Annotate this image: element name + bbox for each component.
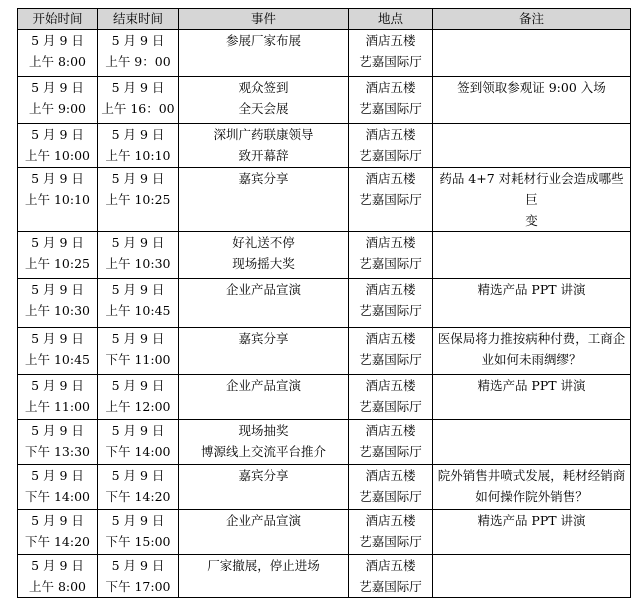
end-time-cell-text: 下午 17:00 [105,579,171,594]
start-time-cell-text: 5 月 9 日 [31,171,84,186]
schedule-row [18,77,631,124]
location-cell-text: 酒店五楼 [365,423,416,438]
location-cell-text: 酒店五楼 [365,513,416,528]
schedule-table [17,8,631,598]
start-time-cell-text: 5 月 9 日 [31,423,84,438]
location-cell [349,77,433,124]
notes-cell-text: 变 [525,213,538,228]
notes-cell-text: 业如何未雨绸缪？ [481,352,582,367]
end-time-cell-text: 5 月 9 日 [111,331,165,346]
end-time-cell-text: 5 月 9 日 [111,513,165,528]
location-cell-text: 酒店五楼 [365,33,416,48]
end-time-cell-text: 5 月 9 日 [111,80,165,95]
event-cell [179,465,349,510]
location-cell-text: 酒店五楼 [365,468,416,483]
start-time-cell-text: 上午 11:00 [25,399,90,414]
end-time-cell [98,168,179,232]
notes-cell-text: 精选产品 PPT 讲演 [477,513,586,528]
end-time-cell-text: 下午 14:00 [105,444,171,459]
event-cell-text: 好礼送不停 [232,235,295,250]
end-time-cell-text: 5 月 9 日 [111,127,165,142]
location-cell [349,232,433,279]
location-cell-text: 酒店五楼 [365,127,416,142]
location-cell-text: 艺嘉国际厅 [359,192,422,207]
event-cell [179,279,349,328]
start-time-cell-text: 5 月 9 日 [31,235,84,250]
end-time-cell-text: 下午 11:00 [105,352,171,367]
location-cell-text: 艺嘉国际厅 [359,54,422,69]
notes-cell [433,375,631,420]
end-time-cell [98,420,179,465]
start-time-cell-text: 上午 9:00 [28,101,87,116]
location-cell-text: 艺嘉国际厅 [359,399,422,414]
schedule-row [18,328,631,375]
start-time-cell-text: 5 月 9 日 [31,331,84,346]
end-time-cell [98,232,179,279]
end-time-cell [98,328,179,375]
event-cell [179,30,349,77]
start-time-cell-text: 上午 8:00 [28,579,87,594]
location-cell-text: 酒店五楼 [365,171,416,186]
start-time-cell [18,375,98,420]
end-time-cell [98,465,179,510]
end-time-cell-text: 上午 10:30 [105,256,171,271]
start-time-cell [18,279,98,328]
start-time-cell-text: 上午 8:00 [28,54,87,69]
start-time-cell-text: 上午 10:25 [25,256,90,271]
location-cell [349,30,433,77]
end-time-cell-text: 上午 12:00 [105,399,171,414]
notes-cell [433,77,631,124]
notes-cell [433,124,631,168]
end-time-cell-text: 上午 10:45 [105,303,171,318]
header-start-time: 开始时间 [18,9,98,30]
end-time-cell [98,375,179,420]
notes-cell [433,510,631,555]
start-time-cell-text: 5 月 9 日 [31,468,84,483]
notes-cell-text: 医保局将力推按病种付费，工商企 [437,331,626,346]
location-cell-text: 艺嘉国际厅 [359,534,422,549]
start-time-cell-text: 5 月 9 日 [31,558,84,573]
end-time-cell-text: 上午 16：00 [101,101,175,116]
event-cell-text: 参展厂家布展 [225,33,301,48]
notes-cell [433,279,631,328]
event-cell-text: 深圳广药联康领导 [213,127,314,142]
end-time-cell-text: 上午 10:10 [105,148,171,163]
event-cell-text: 致开幕辞 [238,148,289,163]
notes-cell [433,30,631,77]
notes-cell [433,420,631,465]
end-time-cell-text: 5 月 9 日 [111,235,165,250]
start-time-cell [18,465,98,510]
header-row [18,9,631,30]
event-cell [179,510,349,555]
event-cell-text: 博源线上交流平台推介 [200,444,326,459]
location-cell-text: 艺嘉国际厅 [359,303,422,318]
location-cell-text: 艺嘉国际厅 [359,256,422,271]
start-time-cell-text: 5 月 9 日 [31,80,84,95]
end-time-cell-text: 上午 9：00 [105,54,171,69]
location-cell-text: 酒店五楼 [365,80,416,95]
schedule-row [18,465,631,510]
notes-cell [433,465,631,510]
event-cell-text: 全天会展 [238,101,289,116]
schedule-row [18,232,631,279]
event-cell-text: 嘉宾分享 [238,468,289,483]
schedule-row [18,510,631,555]
end-time-cell-text: 5 月 9 日 [111,558,165,573]
location-cell [349,328,433,375]
location-cell-text: 艺嘉国际厅 [359,489,422,504]
location-cell-text: 酒店五楼 [365,558,416,573]
end-time-cell [98,77,179,124]
schedule-row [18,375,631,420]
notes-cell [433,232,631,279]
event-cell [179,124,349,168]
location-cell [349,124,433,168]
end-time-cell [98,279,179,328]
schedule-row [18,420,631,465]
header-event: 事件 [179,9,349,30]
event-cell-text: 企业产品宣演 [225,513,301,528]
schedule-row [18,279,631,328]
schedule-row [18,555,631,598]
event-cell [179,375,349,420]
end-time-cell [98,555,179,598]
notes-cell [433,555,631,598]
schedule-row [18,168,631,232]
event-cell-text: 现场摇大奖 [232,256,295,271]
location-cell-text: 艺嘉国际厅 [359,101,422,116]
start-time-cell-text: 上午 10:10 [25,192,90,207]
location-cell-text: 艺嘉国际厅 [359,352,422,367]
event-cell-text: 厂家撤展，停止进场 [207,558,320,573]
start-time-cell [18,510,98,555]
location-cell-text: 艺嘉国际厅 [359,579,422,594]
header-location: 地点 [349,9,433,30]
header-end-time: 结束时间 [98,9,179,30]
end-time-cell-text: 5 月 9 日 [111,171,165,186]
start-time-cell [18,232,98,279]
location-cell-text: 酒店五楼 [365,378,416,393]
start-time-cell [18,328,98,375]
end-time-cell [98,30,179,77]
start-time-cell-text: 上午 10:45 [25,352,90,367]
event-cell-text: 观众签到 [238,80,289,95]
event-cell [179,168,349,232]
start-time-cell-text: 下午 14:00 [25,489,90,504]
location-cell-text: 艺嘉国际厅 [359,444,422,459]
start-time-cell-text: 上午 10:00 [25,148,90,163]
location-cell [349,279,433,328]
start-time-cell [18,77,98,124]
notes-cell-text: 院外销售井喷式发展，耗材经销商 [437,468,626,483]
location-cell-text: 酒店五楼 [365,282,416,297]
event-cell-text: 嘉宾分享 [238,331,289,346]
event-cell-text: 现场抽奖 [238,423,289,438]
start-time-cell-text: 5 月 9 日 [31,513,84,528]
schedule-row [18,124,631,168]
location-cell [349,510,433,555]
end-time-cell-text: 5 月 9 日 [111,468,165,483]
notes-cell-text: 药品 4+7 对耗材行业会造成哪些巨 [439,171,624,207]
start-time-cell-text: 上午 10:30 [25,303,90,318]
event-cell [179,328,349,375]
start-time-cell-text: 5 月 9 日 [31,282,84,297]
notes-cell-text: 如何操作院外销售？ [475,489,588,504]
location-cell-text: 酒店五楼 [365,331,416,346]
header-notes: 备注 [433,9,631,30]
location-cell-text: 酒店五楼 [365,235,416,250]
location-cell [349,375,433,420]
end-time-cell-text: 5 月 9 日 [111,378,165,393]
end-time-cell-text: 上午 10:25 [105,192,171,207]
notes-cell-text: 签到领取参观证 9:00 入场 [457,80,606,95]
start-time-cell-text: 下午 14:20 [25,534,90,549]
notes-cell-text: 精选产品 PPT 讲演 [477,378,586,393]
event-cell [179,232,349,279]
end-time-cell-text: 5 月 9 日 [111,423,165,438]
schedule-body [18,30,631,598]
schedule-row [18,30,631,77]
notes-cell-text: 精选产品 PPT 讲演 [477,282,586,297]
event-cell-text: 企业产品宣演 [225,378,301,393]
location-cell [349,465,433,510]
end-time-cell-text: 5 月 9 日 [111,282,165,297]
notes-cell [433,328,631,375]
event-cell-text: 企业产品宣演 [225,282,301,297]
start-time-cell [18,555,98,598]
start-time-cell-text: 5 月 9 日 [31,378,84,393]
start-time-cell-text: 下午 13:30 [25,444,90,459]
start-time-cell [18,420,98,465]
start-time-cell [18,30,98,77]
end-time-cell [98,124,179,168]
location-cell [349,168,433,232]
end-time-cell-text: 下午 14:20 [105,489,171,504]
start-time-cell [18,168,98,232]
event-cell [179,77,349,124]
start-time-cell [18,124,98,168]
end-time-cell-text: 下午 15:00 [105,534,171,549]
event-cell-text: 嘉宾分享 [238,171,289,186]
location-cell [349,555,433,598]
notes-cell [433,168,631,232]
location-cell [349,420,433,465]
end-time-cell-text: 5 月 9 日 [111,33,165,48]
start-time-cell-text: 5 月 9 日 [31,33,84,48]
start-time-cell-text: 5 月 9 日 [31,127,84,142]
event-cell [179,420,349,465]
event-cell [179,555,349,598]
end-time-cell [98,510,179,555]
location-cell-text: 艺嘉国际厅 [359,148,422,163]
